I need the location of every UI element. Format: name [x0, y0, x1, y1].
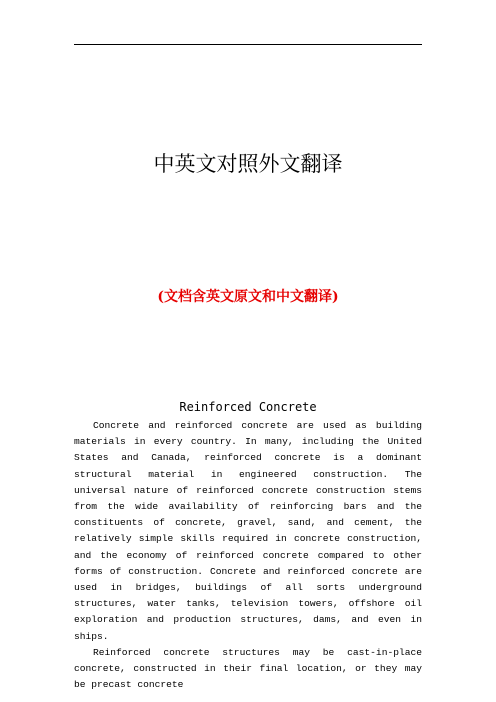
paragraph-1: Concrete and reinforced concrete are used as building materials in every country. In many, including the United States and Canada, reinforced concrete is a dominant structural material in engineered construction. The universal nature of reinforced concrete construction stems from the wide availability of reinforcing bars and the constituents of concrete, gravel, sand, and cement, the relatively simple skills required in concrete construction, and the economy of reinforced concrete compared to other forms of construction. Concrete and reinforced concrete are used in bridges, buildings of all sorts underground structures, water tanks, television towers, offshore oil exploration and production structures, dams, and even in ships.	[74, 420, 422, 642]
section-title: Reinforced Concrete	[179, 400, 317, 414]
main-title: 中英文对照外文翻译	[153, 152, 343, 176]
subtitle: (文档含英文原文和中文翻译)	[157, 289, 339, 305]
header-rule	[74, 44, 422, 45]
paragraph-2: Reinforced concrete structures may be cast-in-place concrete, constructed in their final location, or they may be precast concrete	[74, 646, 422, 691]
body-text	[74, 418, 422, 693]
